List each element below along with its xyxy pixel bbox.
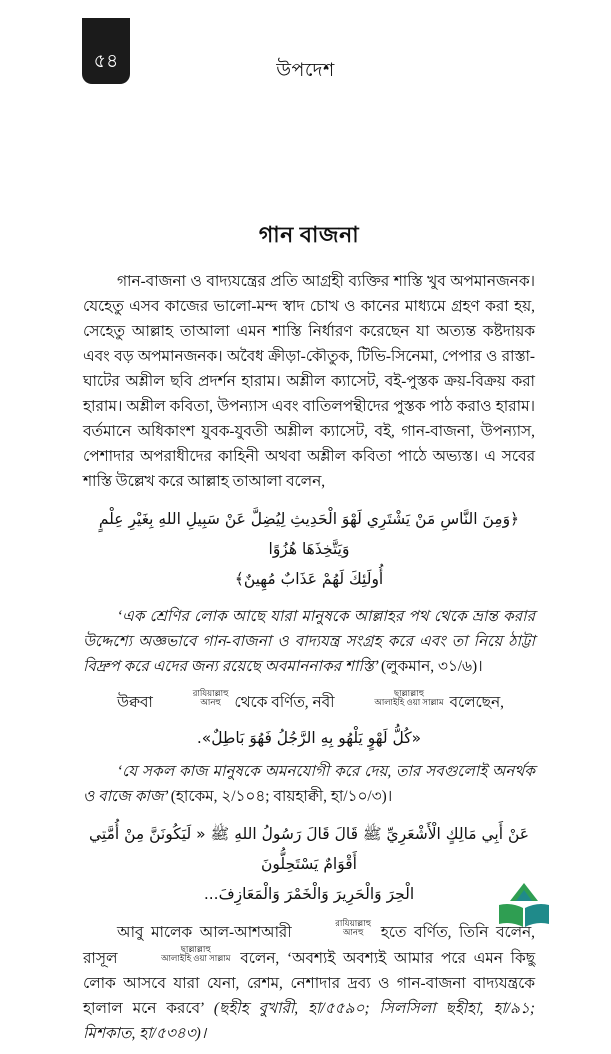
abu-malik-translation [83, 919, 535, 1046]
honorific-line-1: ছাল্লাল্লাহু [393, 688, 425, 698]
honorific-line-2: আনহু [342, 927, 364, 937]
luqman-translation-text: ‘এক শ্রেণির লোক আছে যারা মানুষকে আল্লাহর পথ থেকে ভ্রান্ত করার উদ্দেশ্যে অজ্ঞভাবে গান-বাজনা ও বাদ্যযন্ত্র সংগ্রহ করে এবং তা নিয়ে ঠাট্টা বিদ্রুপ করে এদের জন্য রয়েছে অবমাননাকর শাস্তি’ [83, 608, 535, 675]
quran-verse-line-2: أُولَئِكَ لَهُمْ عَذَابٌ مُهِينٌ﴾ [234, 570, 384, 588]
hadith-abu-malik-arabic [83, 819, 535, 909]
honorific-line-1: রাযিয়াল্লাহু [335, 918, 372, 928]
section-title: গান বাজনা [258, 222, 360, 247]
publisher-logo [497, 881, 551, 929]
book-logo-icon [497, 881, 551, 929]
page-header [0, 18, 611, 88]
uqba-reference: (হাকেম, ২/১০৪; বায়হাক্বী, হা/১০/৩)। [170, 788, 393, 805]
honorific-line-1: ছাল্লাল্লাহু [180, 944, 211, 954]
uqba-narration-line [83, 689, 535, 715]
honorific-radiyallahu [301, 919, 371, 937]
hadith-uqba-arabic [83, 723, 535, 753]
luqman-reference: (লুকমান, ৩১/৬)। [381, 658, 483, 675]
abu-malik-name: আবু মালেক আল-আশআরী [117, 924, 292, 941]
page-content [83, 218, 535, 1054]
abu-malik-translation-body: বলেন, ‘অবশ্যই অবশ্যই আমার পরে এমন কিছু লোক আসবে যারা যেনা, রেশম, নেশাদার দ্রব্য ও গান-বাজনা বাদ্যযন্ত্রকে হালাল মনে করবে’ [83, 950, 536, 1017]
uqba-translation-text: ‘যে সকল কাজ মানুষকে অমনযোগী করে দেয়, তার সবগুলোই অনর্থক ও বাজে কাজ’ [83, 763, 535, 805]
honorific-sallallahu [340, 689, 443, 707]
uqba-narration-suffix: বলেছেন, [449, 694, 504, 711]
abu-malik-reference: (ছহীহ বুখারী, হা/৫৫৯০; সিলসিলা ছহীহা, হা/৯১; মিশকাত, হা/৫৩৪৩)। [83, 1000, 535, 1042]
page-number: ৫৪ [82, 18, 130, 84]
hadith-uqba-line: «كُلُّ لَهْوٍ يَلْهُو بِهِ الرَّجُلُ فَهُوَ بَاطِلٌ». [196, 729, 422, 747]
uqba-translation [83, 759, 535, 809]
intro-paragraph: গান-বাজনা ও বাদ্যযন্ত্রের প্রতি আগ্রহী ব্যক্তির শাস্তি খুব অপমানজনক। যেহেতু এসব কাজের ভালো-মন্দ স্বাদ চোখ ও কানের মাধ্যমে গ্রহণ করা হয়, সেহেতু আল্লাহ তাআলা এমন শাস্তি নির্ধারণ করেছেন যা অত্যন্ত কষ্টদায়ক এবং বড় অপমানজনক। অবৈধ ক্রীড়া-কৌতুক, টিভি-সিনেমা, পেপার ও রাস্তা-ঘাটের অশ্লীল ছবি প্রদর্শন হারাম। অশ্লীল ক্যাসেট, বই-পুস্তক ক্রয়-বিক্রয় করা হারাম। অশ্লীল কবিতা, উপন্যাস এবং বাতিলপন্থীদের পুস্তক পাঠ করাও হারাম। বর্তমানে অধিকাংশ যুবক-যুবতী অশ্লীল ক্যাসেট, বই, গান-বাজনা, উপন্যাস, পেশাদার অপরাধীদের কাহিনী অথবা অশ্লীল কবিতা পাঠে অভ্যস্ত। এ সবের শাস্তি উল্লেখ করে আল্লাহ তাআলা বলেন, [83, 273, 535, 490]
uqba-narration-mid: থেকে বর্ণিত, নবী [234, 694, 335, 711]
running-header-title: উপদেশ [276, 60, 335, 81]
luqman-translation [83, 604, 535, 679]
uqba-name: উক্ববা [117, 694, 153, 711]
honorific-line-2: আলাইহি ওয়া সাল্লাম [374, 697, 444, 707]
hadith-abu-malik-line-1: عَنْ أَبِي مَالِكٍ الْأَشْعَرِيِّ ﷺ قَالَ قَالَ رَسُولُ اللهِ ﷺ « لَيَكُونَنَّ مِنْ أُمَّتِي أَقْوَامٌ يَسْتَحِلُّونَ [88, 825, 530, 873]
abu-malik-translation-mid: হতে বর্ণিত, তিনি বলেন, রাসূল [83, 924, 536, 967]
honorific-radiyallahu [159, 689, 229, 707]
honorific-line-1: রাযিয়াল্লাহু [192, 688, 229, 698]
quran-verse-luqman [83, 504, 535, 594]
honorific-line-2: আনহু [200, 697, 221, 707]
quran-verse-line-1: ﴿وَمِنَ النَّاسِ مَنْ يَشْتَرِي لَهْوَ الْحَدِيثِ لِيُضِلَّ عَنْ سَبِيلِ اللهِ بِغَيْرِ عِلْمٍ وَيَتَّخِذَهَا هُزُوًا [98, 510, 520, 558]
honorific-line-2: আলাইহি ওয়া সাল্লাম [161, 953, 231, 963]
honorific-sallallahu [127, 945, 230, 963]
hadith-abu-malik-line-2: الْحِرَ وَالْحَرِيرَ وَالْخَمْرَ وَالْمَعَازِفَ... [203, 885, 415, 903]
